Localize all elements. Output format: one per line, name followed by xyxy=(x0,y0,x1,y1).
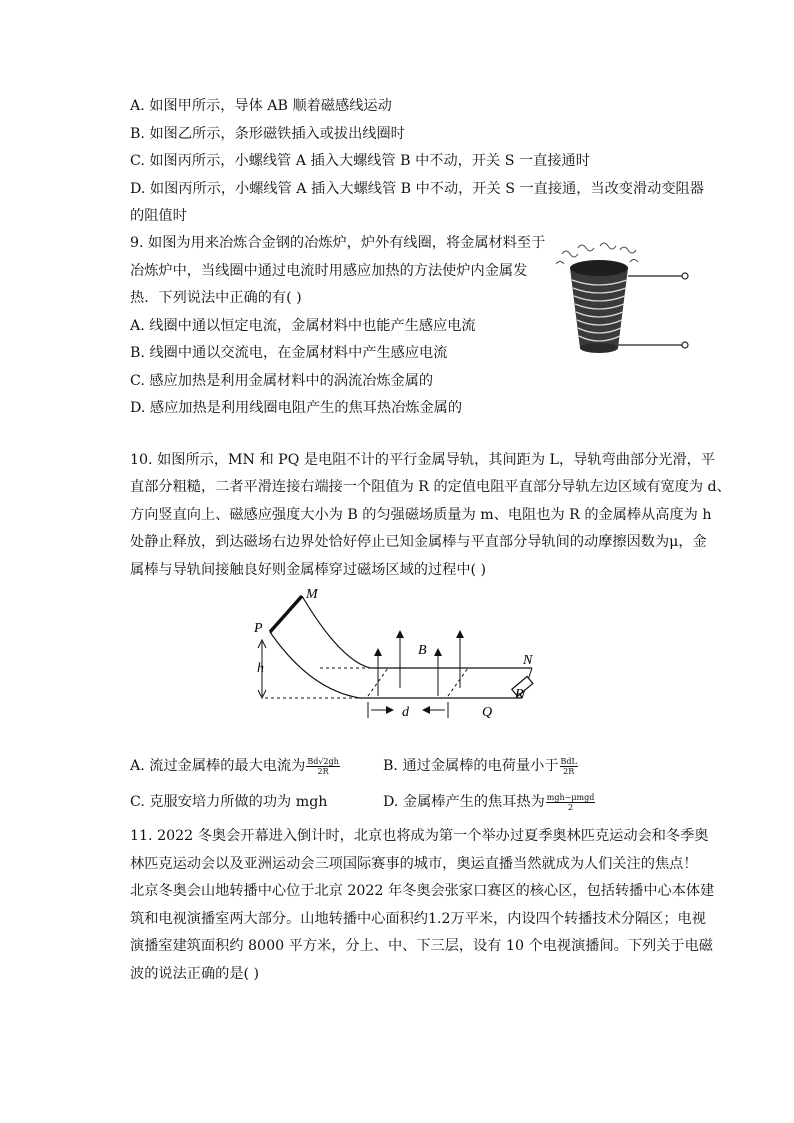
label-q: Q xyxy=(482,705,493,720)
label-n: N xyxy=(523,653,533,668)
q8-option-b: B. 如图乙所示，条形磁铁插入或拔出线圈时 xyxy=(130,126,405,142)
label-p: P xyxy=(254,621,263,636)
rail-diagram xyxy=(240,580,560,725)
q11-stem-3: 北京冬奥会山地转播中心位于北京 2022 年冬奥会张家口赛区的核心区，包括转播中心本体建 xyxy=(130,883,715,899)
q8-option-c: C. 如图丙所示，小螺线管 A 插入大螺线管 B 中不动，开关 S 一直接通时 xyxy=(130,153,590,169)
q10-option-b: B. 通过金属棒的电荷量小于 $\frac{\text{BdL}}{2R}$ xyxy=(383,756,577,776)
label-m: M xyxy=(306,587,318,602)
q9-option-c: C. 感应加热是利用金属材料中的涡流冶炼金属的 xyxy=(130,373,434,389)
q9-option-a: A. 线圈中通以恒定电流，金属材料中也能产生感应电流 xyxy=(130,318,476,334)
q10-stem-1: 10. 如图所示，MN 和 PQ 是电阻不计的平行金属导轨，其间距为 L，导轨弯曲部分光滑，平 xyxy=(130,452,716,468)
frac-b-num: BdL xyxy=(560,756,577,766)
q10-option-c: C. 克服安培力所做的功为 mgh xyxy=(130,794,328,810)
q11-stem-5: 演播室建筑面积约 8000 平方米，分上、中、下三层，设有 10 个电视演播间。下列关于电磁 xyxy=(130,938,713,954)
q11-stem-2: 林匹克运动会以及亚洲运动会三项国际赛事的城市，奥运直播当然就成为人们关注的焦点！ xyxy=(130,856,698,872)
q9-stem-1: 9. 如图为用来冶炼合金钢的冶炼炉，炉外有线圈，将金属材料至于 xyxy=(130,235,546,251)
q11-stem-1: 11. 2022 冬奥会开幕进入倒计时，北京也将成为第一个举办过夏季奥林匹克运动会和冬季奥 xyxy=(130,828,709,844)
q9-option-d: D. 感应加热是利用线圈电阻产生的焦耳热冶炼金属的 xyxy=(130,400,463,416)
frac-b-den: 2R xyxy=(563,766,575,776)
q10-stem-2: 直部分粗糙，二者平滑连接右端接一个阻值为 R 的定值电阻平直部分导轨左边区域有宽度为 d、 xyxy=(130,479,731,495)
q10-stem-5: 属棒与导轨间接触良好则金属棒穿过磁场区域的过程中( ) xyxy=(130,562,487,578)
q10-option-d: D. 金属棒产生的焦耳热为 $\frac{\text{mgh−μmgd}}{2}$ xyxy=(383,792,595,812)
frac-d-den: 2 xyxy=(568,802,574,812)
q11-stem-6: 波的说法正确的是( ) xyxy=(130,966,260,982)
q8-option-d: D. 如图丙所示，小螺线管 A 插入大螺线管 B 中不动，开关 S 一直接通，当改变滑动变阻器 xyxy=(130,181,704,197)
furnace-figure xyxy=(548,240,698,360)
q10-stem-4: 处静止释放，到达磁场右边界处恰好停止已知金属棒与平直部分导轨间的动摩擦因数为μ，金 xyxy=(130,534,707,550)
label-r: R xyxy=(515,687,524,702)
q9-stem-2: 冶炼炉中，当线圈中通过电流时用感应加热的方法使炉内金属发 xyxy=(130,263,528,279)
q10-stem-3: 方向竖直向上、磁感应强度大小为 B 的匀强磁场质量为 m、电阻也为 R 的金属棒从高度为 h xyxy=(130,507,712,523)
frac-a-num: Bd√2gh xyxy=(307,756,339,766)
label-b: B xyxy=(418,643,427,658)
q11-stem-4: 筑和电视演播室两大部分。山地转播中心面积约1.2万平米，内设四个转播技术分隔区；电视 xyxy=(130,911,706,927)
q9-option-b: B. 线圈中通以交流电，在金属材料中产生感应电流 xyxy=(130,345,448,361)
label-d: d xyxy=(402,705,409,720)
q10-option-a: A. 流过金属棒的最大电流为 $\frac{Bd√2gh}{2R}$ xyxy=(130,756,339,776)
frac-a-den: 2R xyxy=(317,766,329,776)
q8-option-d-cont: 的阻值时 xyxy=(130,208,187,224)
q9-stem-3: 热．下列说法中正确的有( ) xyxy=(130,290,302,306)
label-h: h xyxy=(257,661,264,676)
frac-d-num: mgh−μmgd xyxy=(546,792,595,802)
q8-option-a: A. 如图甲所示，导体 AB 顺着磁感线运动 xyxy=(130,98,392,114)
